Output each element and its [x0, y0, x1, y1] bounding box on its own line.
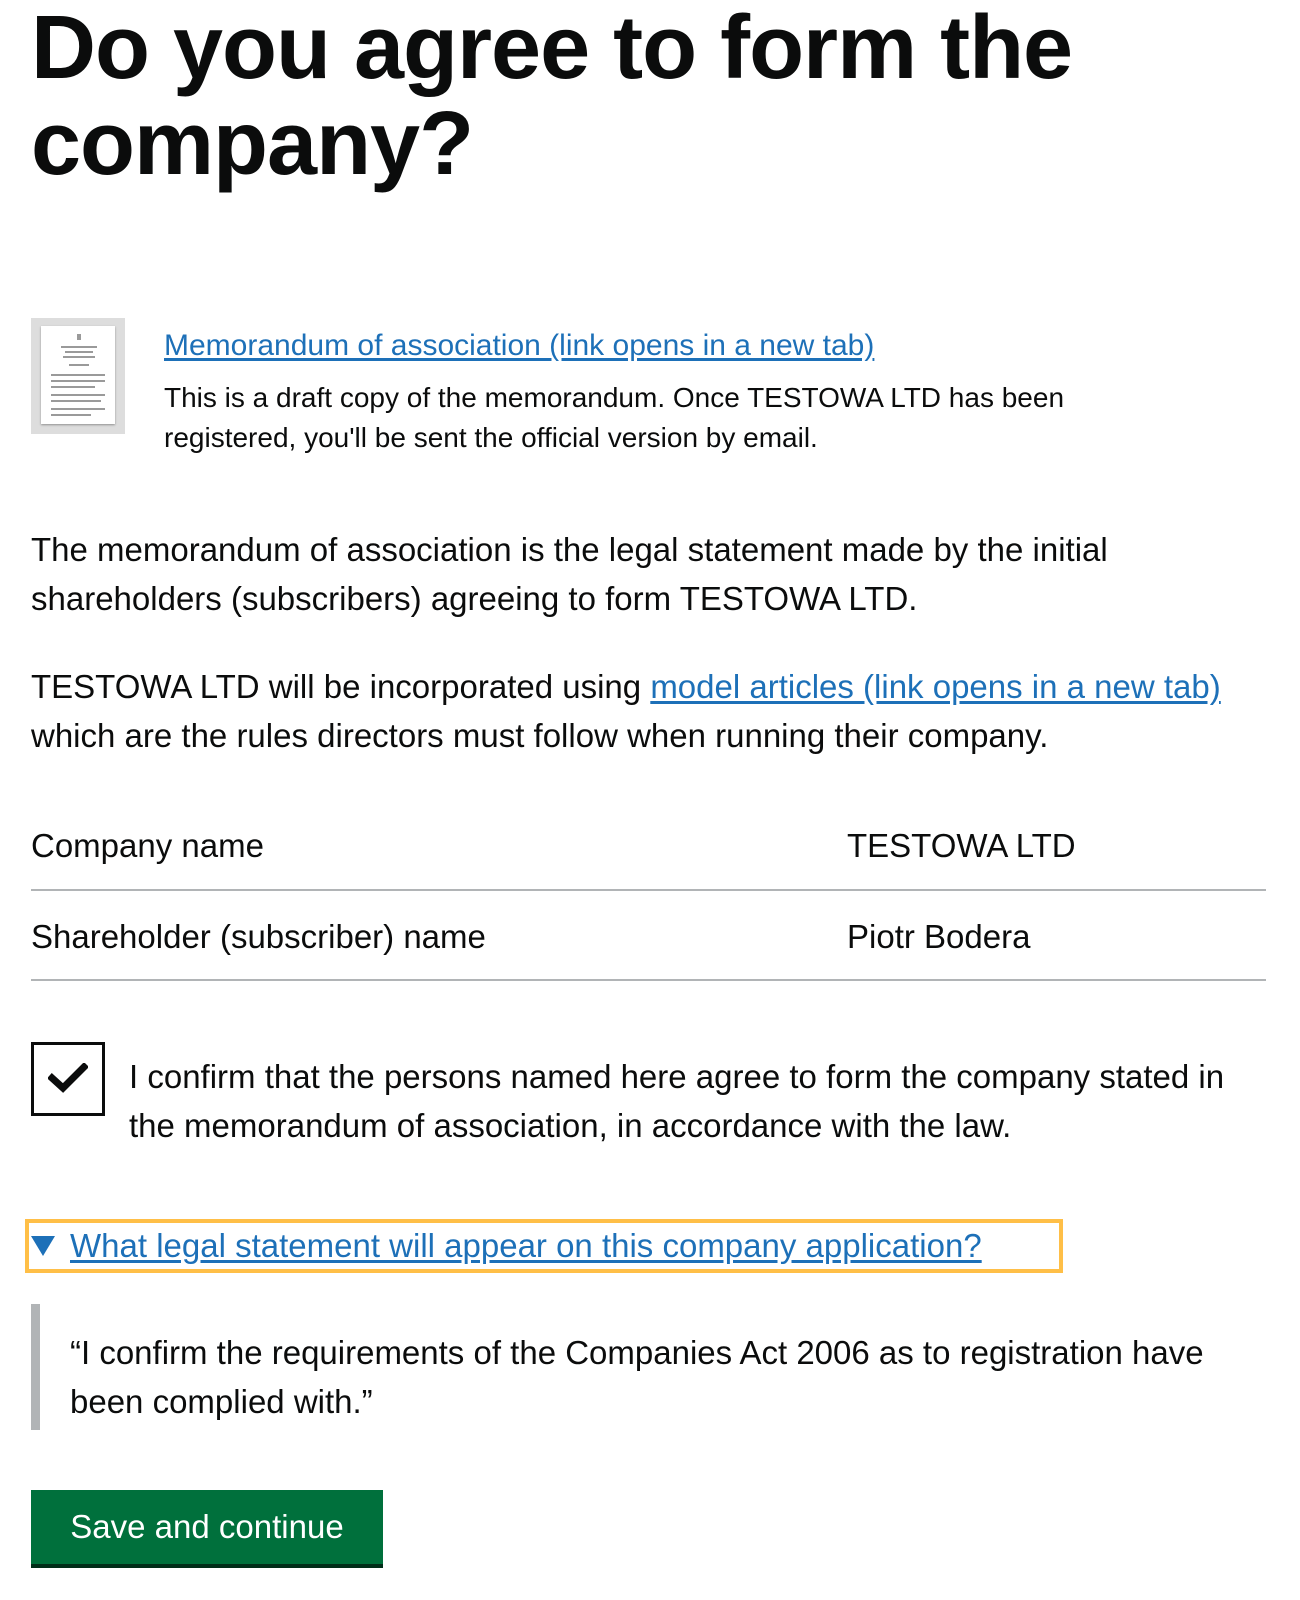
legal-statement-details-summary[interactable]: What legal statement will appear on this company application? — [70, 1227, 982, 1264]
document-thumbnail-icon[interactable] — [31, 318, 125, 434]
summary-value: Piotr Bodera — [847, 918, 1031, 955]
model-articles-paragraph — [31, 662, 1271, 760]
triangle-down-icon — [31, 1236, 55, 1256]
memorandum-link[interactable]: Memorandum of association (link opens in a new tab) — [164, 329, 875, 362]
summary-key: Shareholder (subscriber) name — [31, 918, 486, 955]
checkmark-icon — [48, 1063, 88, 1093]
page-title: Do you agree to form the company? — [31, 0, 1073, 194]
attachment — [31, 318, 1231, 458]
memorandum-explanation: The memorandum of association is the legal statement made by the initial shareholders (subscribers) agreeing to form TESTOWA LTD. — [31, 531, 1108, 617]
summary-row — [31, 891, 1266, 981]
confirmation-checkbox[interactable] — [31, 1042, 105, 1116]
summary-value: TESTOWA LTD — [847, 827, 1076, 864]
save-and-continue-button[interactable]: Save and continue — [31, 1490, 383, 1564]
summary-row — [31, 800, 1266, 891]
summary-list — [31, 800, 1266, 981]
legal-statement-details-toggle[interactable] — [25, 1219, 1063, 1273]
legal-statement-details-body — [31, 1304, 1231, 1430]
summary-key: Company name — [31, 827, 264, 864]
model-articles-intro: TESTOWA LTD will be incorporated using — [31, 668, 651, 705]
model-articles-outro: which are the rules directors must follow when running their company. — [31, 717, 1049, 754]
confirmation-checkbox-group — [31, 1042, 1271, 1152]
legal-statement-text: “I confirm the requirements of the Companies Act 2006 as to registration have been complied with.” — [70, 1334, 1204, 1420]
confirmation-label[interactable]: I confirm that the persons named here agree to form the company stated in the memorandum of association, in accordance with the law. — [129, 1058, 1225, 1144]
model-articles-link[interactable]: model articles (link opens in a new tab) — [650, 668, 1221, 705]
memorandum-description: This is a draft copy of the memorandum. Once TESTOWA LTD has been registered, you'll be sent the official version by email. — [164, 382, 1065, 453]
